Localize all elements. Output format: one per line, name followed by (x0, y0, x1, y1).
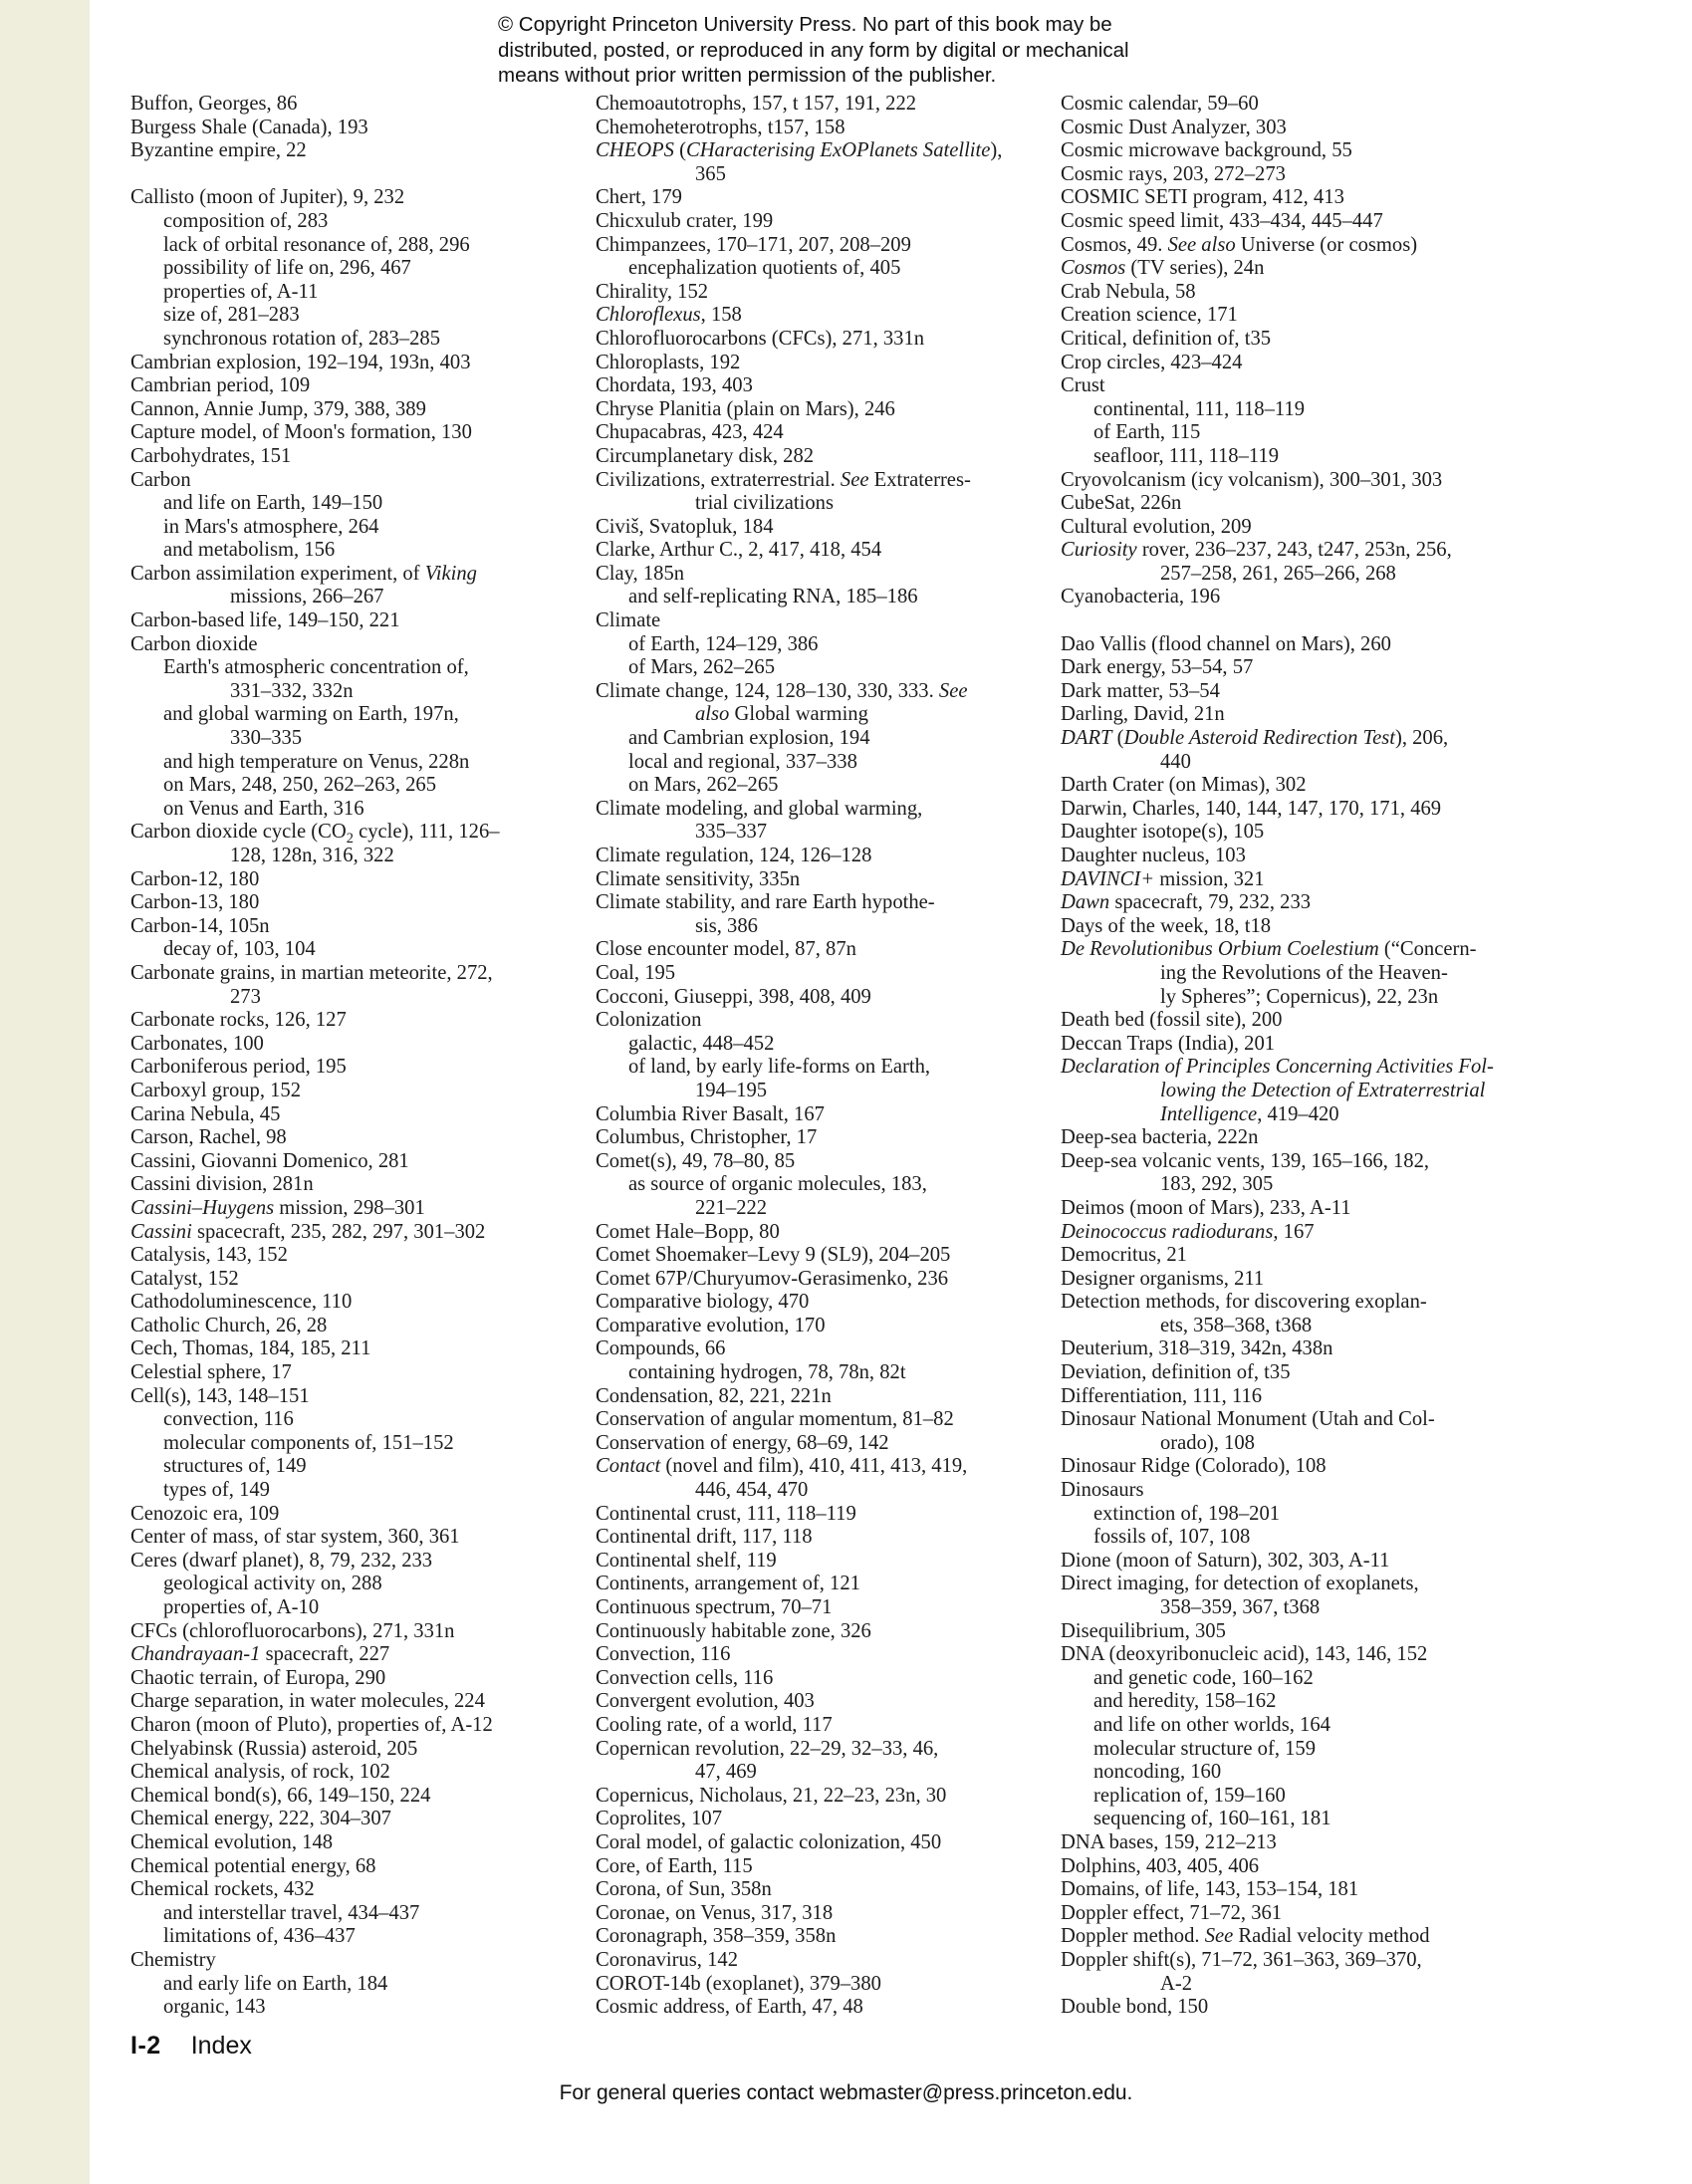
index-entry: Chirality, 152 (596, 280, 709, 303)
index-entry: Carbon (130, 468, 191, 491)
index-entry: Catholic Church, 26, 28 (130, 1314, 328, 1336)
index-entry: Coprolites, 107 (596, 1808, 722, 1830)
index-entry: Chimpanzees, 170–171, 207, 208–209 (596, 233, 911, 256)
index-subentry: galactic, 448–452 (628, 1032, 775, 1055)
index-entry: Crust (1061, 374, 1105, 397)
index-entry: Dione (moon of Saturn), 302, 303, A-11 (1061, 1549, 1390, 1572)
index-entry: Domains, of life, 143, 153–154, 181 (1061, 1878, 1359, 1901)
index-subentry: and early life on Earth, 184 (163, 1972, 388, 1995)
index-entry: Clay, 185n (596, 562, 685, 585)
index-entry: Carbon assimilation experiment, of Viking (130, 562, 477, 585)
index-entry: Carbon-based life, 149–150, 221 (130, 609, 400, 632)
index-entry: Chemical bond(s), 66, 149–150, 224 (130, 1784, 431, 1807)
index-subentry: in Mars's atmosphere, 264 (163, 515, 379, 538)
index-subentry: limitations of, 436–437 (163, 1925, 356, 1948)
index-entry-continuation: Intelligence, 419–420 (1160, 1102, 1339, 1125)
index-entry: Continental shelf, 119 (596, 1549, 777, 1572)
index-entry: Convection cells, 116 (596, 1666, 774, 1689)
index-entry: Doppler method. See Radial velocity method (1061, 1925, 1430, 1948)
index-entry: CHEOPS (CHaracterising ExOPlanets Satellite), (596, 139, 1003, 162)
index-entry-continuation: 183, 292, 305 (1160, 1173, 1274, 1196)
index-entry: Cosmic address, of Earth, 47, 48 (596, 1996, 863, 2019)
index-entry-continuation: 330–335 (230, 727, 303, 750)
index-entry: Critical, definition of, t35 (1061, 327, 1272, 350)
index-subentry: convection, 116 (163, 1408, 294, 1431)
index-entry: Cosmic rays, 203, 272–273 (1061, 162, 1286, 185)
index-subentry: lack of orbital resonance of, 288, 296 (163, 233, 470, 256)
index-subentry: molecular components of, 151–152 (163, 1431, 454, 1454)
index-entry-continuation: 440 (1160, 750, 1191, 773)
index-column-1 (130, 93, 579, 2020)
index-entry: Crop circles, 423–424 (1061, 351, 1243, 373)
index-entry: Climate modeling, and global warming, (596, 797, 923, 820)
index-subentry: and genetic code, 160–162 (1093, 1666, 1314, 1689)
index-entry: Contact (novel and film), 410, 411, 413, 419, (596, 1455, 968, 1478)
index-entry-continuation: ets, 358–368, t368 (1160, 1314, 1313, 1336)
index-entry: Creation science, 171 (1061, 304, 1238, 327)
index-subentry: molecular structure of, 159 (1093, 1737, 1317, 1760)
index-entry: Carbon-12, 180 (130, 867, 260, 890)
index-entry-continuation: also Global warming (695, 703, 868, 726)
index-entry-continuation: A-2 (1160, 1972, 1193, 1995)
index-entry: Chordata, 193, 403 (596, 374, 753, 397)
index-entry: Chemoheterotrophs, t157, 158 (596, 116, 846, 138)
index-entry: Cambrian explosion, 192–194, 193n, 403 (130, 351, 471, 373)
index-entry: Daughter nucleus, 103 (1061, 845, 1246, 866)
index-entry: Death bed (fossil site), 200 (1061, 1009, 1283, 1032)
index-entry-continuation: trial civilizations (695, 492, 834, 515)
index-subentry: encephalization quotients of, 405 (628, 257, 901, 280)
index-entry: DNA bases, 159, 212–213 (1061, 1830, 1277, 1853)
index-entry: Buffon, Georges, 86 (130, 93, 298, 115)
index-subentry: geological activity on, 288 (163, 1573, 382, 1595)
index-entry: Close encounter model, 87, 87n (596, 938, 856, 961)
index-entry-continuation: 194–195 (695, 1079, 768, 1101)
index-entry: Dark energy, 53–54, 57 (1061, 656, 1254, 679)
index-subentry: and high temperature on Venus, 228n (163, 750, 470, 773)
index-entry: Climate change, 124, 128–130, 330, 333. See (596, 679, 968, 702)
index-subentry: types of, 149 (163, 1479, 270, 1502)
index-entry: Carboniferous period, 195 (130, 1056, 347, 1079)
index-entry: Democritus, 21 (1061, 1244, 1187, 1267)
index-entry: Chemical potential energy, 68 (130, 1854, 376, 1877)
index-entry: Carbonates, 100 (130, 1032, 264, 1055)
index-entry: Callisto (moon of Jupiter), 9, 232 (130, 186, 405, 209)
index-subentry: fossils of, 107, 108 (1093, 1526, 1251, 1549)
index-entry: Coronagraph, 358–359, 358n (596, 1925, 837, 1948)
index-entry: Coal, 195 (596, 961, 676, 984)
index-entry: Conservation of energy, 68–69, 142 (596, 1431, 889, 1454)
index-entry: Colonization (596, 1009, 702, 1032)
index-entry: Double bond, 150 (1061, 1996, 1209, 2019)
index-entry: Curiosity rover, 236–237, 243, t247, 253n, 256, (1061, 539, 1452, 562)
index-subentry: of Earth, 115 (1093, 421, 1201, 444)
index-entry: Chloroflexus, 158 (596, 304, 742, 327)
index-entry: Declaration of Principles Concerning Activities Fol- (1061, 1056, 1494, 1079)
index-entry: Center of mass, of star system, 360, 361 (130, 1526, 460, 1549)
index-subentry: and global warming on Earth, 197n, (163, 703, 459, 726)
index-entry: Burgess Shale (Canada), 193 (130, 116, 368, 138)
index-entry: Carbohydrates, 151 (130, 444, 292, 467)
index-entry: Dawn spacecraft, 79, 232, 233 (1061, 891, 1312, 914)
index-subentry: sequencing of, 160–161, 181 (1093, 1808, 1331, 1830)
index-subentry: Earth's atmospheric concentration of, (163, 656, 469, 679)
index-entry: Direct imaging, for detection of exoplanets, (1061, 1573, 1419, 1595)
index-entry-continuation: 221–222 (695, 1196, 768, 1219)
index-entry: Climate stability, and rare Earth hypothe- (596, 891, 935, 914)
index-entry: Cenozoic era, 109 (130, 1502, 280, 1525)
index-subentry: noncoding, 160 (1093, 1761, 1222, 1784)
index-entry: Carbon dioxide cycle ($CO_2$ cycle), 111, 126– (130, 821, 500, 848)
index-entry: Darth Crater (on Mimas), 302 (1061, 774, 1307, 797)
index-entry: Crab Nebula, 58 (1061, 280, 1196, 303)
index-entry: Carboxyl group, 152 (130, 1079, 302, 1101)
index-entry: Deviation, definition of, t35 (1061, 1361, 1291, 1384)
index-entry: Dinosaur Ridge (Colorado), 108 (1061, 1455, 1327, 1478)
index-entry: COROT-14b (exoplanet), 379–380 (596, 1972, 881, 1995)
index-entry: Deimos (moon of Mars), 233, A-11 (1061, 1196, 1351, 1219)
index-entry: Disequilibrium, 305 (1061, 1619, 1226, 1642)
index-entry: DART (Double Asteroid Redirection Test), 206, (1061, 727, 1449, 750)
index-subentry: possibility of life on, 296, 467 (163, 257, 411, 280)
index-subentry: structures of, 149 (163, 1455, 307, 1478)
index-entry: Chupacabras, 423, 424 (596, 421, 784, 444)
index-entry-continuation: ing the Revolutions of the Heaven- (1160, 961, 1448, 984)
index-entry: Designer organisms, 211 (1061, 1267, 1265, 1290)
index-entry: Carbonate rocks, 126, 127 (130, 1009, 347, 1032)
index-column-3 (1061, 93, 1509, 2020)
copyright-notice (498, 12, 1215, 89)
index-subentry: on Venus and Earth, 316 (163, 797, 364, 820)
index-entry: Corona, of Sun, 358n (596, 1878, 772, 1901)
index-subentry: on Mars, 262–265 (628, 774, 779, 797)
index-entry: Darwin, Charles, 140, 144, 147, 170, 171, 469 (1061, 797, 1442, 820)
index-entry: CubeSat, 226n (1061, 492, 1182, 515)
index-entry: Chemical rockets, 432 (130, 1878, 315, 1901)
index-entry: Chelyabinsk (Russia) asteroid, 205 (130, 1737, 418, 1760)
index-subentry: continental, 111, 118–119 (1093, 397, 1306, 420)
index-subentry: replication of, 159–160 (1093, 1784, 1286, 1807)
index-entry: Cooling rate, of a world, 117 (596, 1713, 833, 1736)
index-entry: Core, of Earth, 115 (596, 1854, 753, 1877)
copyright-line: distributed, posted, or reproduced in any form by digital or mechanical (498, 38, 1129, 62)
index-entry: Doppler shift(s), 71–72, 361–363, 369–370, (1061, 1948, 1422, 1971)
index-entry: Climate sensitivity, 335n (596, 867, 801, 890)
index-entry: Cyanobacteria, 196 (1061, 586, 1221, 608)
index-entry: Chemical evolution, 148 (130, 1830, 334, 1853)
index-entry-continuation: 358–359, 367, t368 (1160, 1596, 1321, 1618)
index-entry: Carbon-13, 180 (130, 891, 260, 914)
index-entry-continuation: orado), 108 (1160, 1431, 1255, 1454)
index-entry: Continental crust, 111, 118–119 (596, 1502, 856, 1525)
index-entry: Climate (596, 609, 661, 632)
index-entry: Climate regulation, 124, 126–128 (596, 845, 872, 866)
index-entry: Comparative evolution, 170 (596, 1314, 826, 1336)
index-entry: Circumplanetary disk, 282 (596, 444, 815, 467)
index-entry: Capture model, of Moon's formation, 130 (130, 421, 472, 444)
index-subentry: properties of, A-10 (163, 1596, 320, 1618)
index-entry: Cassini, Giovanni Domenico, 281 (130, 1149, 409, 1172)
index-entry: Cocconi, Giuseppi, 398, 408, 409 (596, 985, 871, 1008)
index-entry: Comet(s), 49, 78–80, 85 (596, 1149, 796, 1172)
index-subentry: size of, 281–283 (163, 304, 300, 327)
index-subentry: synchronous rotation of, 283–285 (163, 327, 440, 350)
index-entry-continuation: 257–258, 261, 265–266, 268 (1160, 562, 1396, 585)
index-subentry: of Earth, 124–129, 386 (628, 632, 819, 655)
index-subentry: as source of organic molecules, 183, (628, 1173, 927, 1196)
index-entry: Continuously habitable zone, 326 (596, 1619, 871, 1642)
index-entry-continuation: sis, 386 (695, 914, 758, 937)
index-entry: Deuterium, 318–319, 342n, 438n (1061, 1337, 1333, 1360)
index-entry: Catalysis, 143, 152 (130, 1244, 288, 1267)
index-entry: Comet Hale–Bopp, 80 (596, 1220, 780, 1243)
index-entry: Continuous spectrum, 70–71 (596, 1596, 833, 1618)
index-entry: Deccan Traps (India), 201 (1061, 1032, 1276, 1055)
index-entry: Differentiation, 111, 116 (1061, 1384, 1263, 1407)
index-entry-continuation: missions, 266–267 (230, 586, 384, 608)
index-entry: De Revolutionibus Orbium Coelestium (“Concern- (1061, 938, 1477, 961)
index-entry: Continental drift, 117, 118 (596, 1526, 813, 1549)
index-entry-continuation: lowing the Detection of Extraterrestrial (1160, 1079, 1486, 1101)
contact-line: For general queries contact webmaster@press.princeton.edu. (559, 2081, 1133, 2104)
index-entry-continuation: 128, 128n, 316, 322 (230, 845, 394, 866)
index-entry: Byzantine empire, 22 (130, 139, 307, 162)
index-entry: Cosmic calendar, 59–60 (1061, 93, 1259, 115)
index-entry: Copernican revolution, 22–29, 32–33, 46, (596, 1737, 939, 1760)
index-entry: Charon (moon of Pluto), properties of, A-12 (130, 1713, 493, 1736)
index-entry: Catalyst, 152 (130, 1267, 239, 1290)
index-entry: Convergent evolution, 403 (596, 1690, 815, 1713)
index-entry: Chemical energy, 222, 304–307 (130, 1808, 391, 1830)
index-entry: Daughter isotope(s), 105 (1061, 821, 1265, 844)
index-entry: Charge separation, in water molecules, 224 (130, 1690, 485, 1713)
index-entry: Chemoautotrophs, 157, t 157, 191, 222 (596, 93, 917, 115)
index-entry: Darling, David, 21n (1061, 703, 1225, 726)
index-entry: Copernicus, Nicholaus, 21, 22–23, 23n, 30 (596, 1784, 947, 1807)
index-subentry: extinction of, 198–201 (1093, 1502, 1281, 1525)
index-entry: Doppler effect, 71–72, 361 (1061, 1901, 1283, 1924)
index-entry: Carbonate grains, in martian meteorite, 272, (130, 961, 493, 984)
page-number: I-2 (130, 2032, 161, 2060)
index-entry: Cassini division, 281n (130, 1173, 314, 1196)
index-entry: Comet 67P/Churyumov-Gerasimenko, 236 (596, 1267, 949, 1290)
index-entry: Dao Vallis (flood channel on Mars), 260 (1061, 632, 1391, 655)
index-entry: Cannon, Annie Jump, 379, 388, 389 (130, 397, 426, 420)
index-entry: Coral model, of galactic colonization, 450 (596, 1830, 942, 1853)
index-entry: DNA (deoxyribonucleic acid), 143, 146, 152 (1061, 1643, 1428, 1666)
index-entry: Continents, arrangement of, 121 (596, 1573, 860, 1595)
page-margin-strip (0, 0, 90, 2184)
index-subentry: containing hydrogen, 78, 78n, 82t (628, 1361, 906, 1384)
index-subentry: and metabolism, 156 (163, 539, 336, 562)
index-subentry: composition of, 283 (163, 209, 329, 232)
index-entry: Days of the week, 18, t18 (1061, 914, 1272, 937)
index-subentry: organic, 143 (163, 1996, 266, 2019)
index-entry: Carson, Rachel, 98 (130, 1126, 287, 1149)
index-entry: Coronavirus, 142 (596, 1948, 738, 1971)
index-entry: Columbia River Basalt, 167 (596, 1102, 825, 1125)
index-subentry: local and regional, 337–338 (628, 750, 857, 773)
index-entry: Detection methods, for discovering exoplan- (1061, 1291, 1427, 1314)
index-entry: Cosmic speed limit, 433–434, 445–447 (1061, 209, 1383, 232)
index-entry: Chloroplasts, 192 (596, 351, 741, 373)
index-entry-continuation: 365 (695, 162, 726, 185)
index-entry: Comparative biology, 470 (596, 1291, 810, 1314)
index-entry: Deinococcus radiodurans, 167 (1061, 1220, 1315, 1243)
index-subentry: and heredity, 158–162 (1093, 1690, 1277, 1713)
index-entry: Cassini–Huygens mission, 298–301 (130, 1196, 425, 1219)
index-entry: Chemical analysis, of rock, 102 (130, 1761, 390, 1784)
index-subentry: and life on Earth, 149–150 (163, 492, 383, 515)
index-entry: Dark matter, 53–54 (1061, 679, 1220, 702)
index-entry: Cech, Thomas, 184, 185, 211 (130, 1337, 371, 1360)
index-entry: Clarke, Arthur C., 2, 417, 418, 454 (596, 539, 882, 562)
index-entry: Cultural evolution, 209 (1061, 515, 1252, 538)
index-entry: Carbon-14, 105n (130, 914, 270, 937)
index-entry: Conservation of angular momentum, 81–82 (596, 1408, 954, 1431)
index-entry: Coronae, on Venus, 317, 318 (596, 1901, 834, 1924)
index-entry: Chaotic terrain, of Europa, 290 (130, 1666, 386, 1689)
index-entry: Columbus, Christopher, 17 (596, 1126, 818, 1149)
index-entry: Cassini spacecraft, 235, 282, 297, 301–302 (130, 1220, 486, 1243)
index-entry: Chert, 179 (596, 186, 682, 209)
section-name: Index (190, 2032, 252, 2060)
index-entry: Dinosaur National Monument (Utah and Col- (1061, 1408, 1435, 1431)
index-entry: Cambrian period, 109 (130, 374, 311, 397)
index-subentry: and life on other worlds, 164 (1093, 1713, 1330, 1736)
index-entry: Dinosaurs (1061, 1479, 1144, 1502)
index-subentry: on Mars, 248, 250, 262–263, 265 (163, 774, 437, 797)
index-entry: Cosmic microwave background, 55 (1061, 139, 1352, 162)
index-entry: Condensation, 82, 221, 221n (596, 1384, 832, 1407)
index-entry: Chryse Planitia (plain on Mars), 246 (596, 397, 895, 420)
index-entry: Celestial sphere, 17 (130, 1361, 292, 1384)
index-entry: Convection, 116 (596, 1643, 731, 1666)
index-entry: Cosmos, 49. See also Universe (or cosmos) (1061, 233, 1418, 256)
index-entry: Compounds, 66 (596, 1337, 726, 1360)
index-entry: Chlorofluorocarbons (CFCs), 271, 331n (596, 327, 925, 350)
index-entry: Cell(s), 143, 148–151 (130, 1384, 310, 1407)
index-entry: CFCs (chlorofluorocarbons), 271, 331n (130, 1619, 455, 1642)
index-entry: Deep-sea bacteria, 222n (1061, 1126, 1259, 1149)
index-subentry: of Mars, 262–265 (628, 656, 776, 679)
index-entry-continuation: 446, 454, 470 (695, 1479, 809, 1502)
index-entry: Deep-sea volcanic vents, 139, 165–166, 182, (1061, 1149, 1430, 1172)
index-entry: DAVINCI+ mission, 321 (1061, 867, 1265, 890)
index-entry: Cosmos (TV series), 24n (1061, 257, 1265, 280)
index-entry: COSMIC SETI program, 412, 413 (1061, 186, 1344, 209)
index-entry: Dolphins, 403, 405, 406 (1061, 1854, 1260, 1877)
index-entry: Chandrayaan-1 spacecraft, 227 (130, 1643, 390, 1666)
index-entry-continuation: 335–337 (695, 821, 768, 844)
index-subentry: decay of, 103, 104 (163, 938, 316, 961)
index-entry: Cathodoluminescence, 110 (130, 1291, 353, 1314)
index-column-2 (596, 93, 1044, 2020)
index-subentry: and self-replicating RNA, 185–186 (628, 586, 918, 608)
index-subentry: and interstellar travel, 434–437 (163, 1901, 420, 1924)
index-entry-continuation: ly Spheres”; Copernicus), 22, 23n (1160, 985, 1439, 1008)
copyright-line: means without prior written permission of the publisher. (498, 64, 997, 87)
index-entry-continuation: 331–332, 332n (230, 679, 354, 702)
index-entry-continuation: 273 (230, 985, 261, 1008)
index-entry: Ceres (dwarf planet), 8, 79, 232, 233 (130, 1549, 433, 1572)
index-subentry: and Cambrian explosion, 194 (628, 727, 870, 750)
page-footer-label (130, 2032, 252, 2061)
index-entry-continuation: 47, 469 (695, 1761, 757, 1784)
index-subentry: of land, by early life-forms on Earth, (628, 1056, 931, 1079)
index-entry: Civiš, Svatopluk, 184 (596, 515, 774, 538)
index-entry: Carbon dioxide (130, 632, 258, 655)
index-entry: Comet Shoemaker–Levy 9 (SL9), 204–205 (596, 1244, 951, 1267)
copyright-line: © Copyright Princeton University Press. No part of this book may be (498, 13, 1112, 36)
index-entry: Cosmic Dust Analyzer, 303 (1061, 116, 1287, 138)
index-entry: Civilizations, extraterrestrial. See Extraterres- (596, 468, 971, 491)
index-subentry: properties of, A-11 (163, 280, 319, 303)
index-entry: Chicxulub crater, 199 (596, 209, 774, 232)
index-entry: Cryovolcanism (icy volcanism), 300–301, 303 (1061, 468, 1443, 491)
index-entry: Carina Nebula, 45 (130, 1102, 281, 1125)
index-subentry: seafloor, 111, 118–119 (1093, 444, 1280, 467)
index-entry: Chemistry (130, 1948, 216, 1971)
